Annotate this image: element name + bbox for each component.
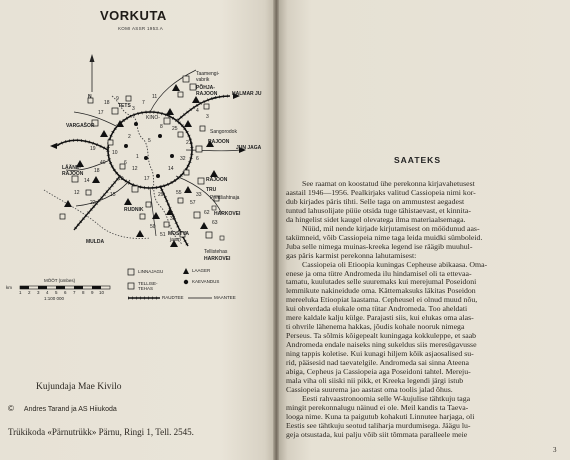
svg-text:2: 2 xyxy=(128,134,131,140)
copyright-holders: Andres Tarand ja AS Hiiukoda xyxy=(23,406,117,413)
preface-heading: SAATEKS xyxy=(394,155,441,165)
preface-line: mala viha oli siiski nii pikk, et Kreeka legendi järgi istub xyxy=(286,376,464,385)
label-taamengi: Taamengi- xyxy=(196,71,220,77)
label-mostva: MOSTVA xyxy=(168,231,190,237)
svg-text:18: 18 xyxy=(94,168,100,174)
label-rajoon-e: RAJOON xyxy=(206,177,228,183)
preface-line: mingit perekonnalugu näinud ei ole. Meil kandis ta Taeva- xyxy=(286,403,469,412)
preface-line: tuntud lahusolijate püüe otsida tuge tähistaevast, et kinnita- xyxy=(286,206,471,215)
map-title: VORKUTA xyxy=(100,8,167,23)
svg-text:1: 1 xyxy=(136,154,139,160)
svg-text:57: 57 xyxy=(190,200,196,206)
preface-line: Eestis see tähtkuju seotud taliharja murdumisega. Jäägu lu- xyxy=(286,421,471,430)
svg-text:6: 6 xyxy=(196,156,199,162)
scale-tick: 5 xyxy=(55,290,58,295)
svg-text:10: 10 xyxy=(112,150,118,156)
label-laane: LÄÄNE- xyxy=(62,165,81,171)
book-gutter xyxy=(273,0,279,460)
legend-raudtee: RAUDTEE xyxy=(162,295,184,300)
label-harkovei: HARKOVEI xyxy=(214,211,241,217)
preface-body xyxy=(286,180,548,440)
preface-line: Cassiopeia suurema jao aastast oma toolis jalad õhus. xyxy=(286,385,453,394)
svg-text:17: 17 xyxy=(144,176,150,182)
svg-text:3: 3 xyxy=(206,114,209,120)
label-sangorodok: Sangorodok xyxy=(210,129,237,135)
svg-text:32: 32 xyxy=(180,156,186,162)
preface-line: gas päris karmist perekonna lahutamisest: xyxy=(286,251,417,260)
legend-tellistehas-2: TEHAS xyxy=(138,286,154,291)
svg-text:14: 14 xyxy=(168,166,174,172)
svg-text:18: 18 xyxy=(104,100,110,106)
label-predsoht: Predšahtnaja xyxy=(210,195,240,201)
svg-text:55: 55 xyxy=(176,190,182,196)
svg-text:19: 19 xyxy=(90,146,96,152)
label-rudnik: RUDNIK xyxy=(124,207,144,213)
scale-tick: 4 xyxy=(46,290,49,295)
svg-text:17: 17 xyxy=(98,110,104,116)
preface-line: Perseus. Ta sõlmis kõigepealt kuningaga kokkuleppe, et saab xyxy=(286,332,477,341)
label-halmer: HALMAR JU xyxy=(232,91,262,97)
svg-text:50: 50 xyxy=(150,224,156,230)
scale-bar xyxy=(20,286,110,289)
label-tru: TRU xyxy=(206,187,217,193)
preface-line: ti ohvrile lähenema hakkas, jõudis kohale nooruk nimega xyxy=(286,323,465,332)
map-subtitle: KOMI ASSR 1953.A xyxy=(118,26,164,31)
copyright-line xyxy=(8,404,117,413)
svg-text:6: 6 xyxy=(124,160,127,166)
label-porja: PÕHJA- xyxy=(196,85,215,91)
label-jun-jaga: JUN JAGA xyxy=(236,145,262,151)
copyright-symbol: © xyxy=(8,404,14,413)
preface-line: See raamat on koostatud ühe perekonna kirjavahetusest xyxy=(302,180,475,188)
preface-line: lemmikute nakineidude oma. Kättemaksuks läkitas Poseidon xyxy=(286,287,476,296)
label-north: N xyxy=(88,94,92,100)
preface-line: mere kaldale kalju külge. Parajasti siis, kui elukas oma alas- xyxy=(286,314,474,323)
preface-line: geja otsustada, kui palju võib siit tõmmata paralleele meie xyxy=(286,430,468,439)
legend-kaevandus: KAEVANDUS xyxy=(192,279,220,284)
label-tets: TETS xyxy=(118,103,131,109)
legend-tellistehas: TELLISE- xyxy=(138,281,158,286)
legend-laager: LAAGER xyxy=(192,268,211,273)
label-porja2: RAJOON xyxy=(196,91,218,97)
scale-tick: 2 xyxy=(28,290,31,295)
printer-imprint: Trükikoda «Pärnutrükk» Pärnu, Ringi 1, Tell. 2545. xyxy=(8,427,194,437)
scale-tick: 10 xyxy=(99,290,105,295)
scale-tick: 6 xyxy=(64,290,67,295)
svg-text:34: 34 xyxy=(170,216,176,222)
label-jaam: jaam xyxy=(170,237,181,243)
svg-text:15: 15 xyxy=(110,192,116,198)
scale-title: MÕÕT (ümbes) xyxy=(44,278,76,283)
label-mulda: MULDA xyxy=(86,239,105,245)
svg-text:11: 11 xyxy=(152,94,158,100)
preface-line: da hingelist sidet kaugel olevatega ilma materiaalsemaga. xyxy=(286,215,466,224)
scale-ratio: 1:100 000 xyxy=(44,296,65,301)
preface-line: Nüüd, mil nende kirjade kirjutamisest on möödunud aas- xyxy=(302,224,480,233)
label-rajoon-ii: RAJOON xyxy=(208,139,230,145)
scale-tick: 7 xyxy=(73,290,76,295)
svg-text:25: 25 xyxy=(172,126,178,132)
preface-line: looga nime. Kuna ta paigutub kohakuti Linnutee harjaga, oli xyxy=(286,412,475,421)
label-laane2: RAJOON xyxy=(62,171,84,177)
label-tellistehas: Tellistehas xyxy=(204,249,228,255)
scale-tick-km: km xyxy=(6,285,12,290)
left-page xyxy=(0,0,276,460)
svg-text:29: 29 xyxy=(158,192,164,198)
svg-text:51: 51 xyxy=(160,232,166,238)
svg-text:5: 5 xyxy=(148,138,151,144)
svg-text:16: 16 xyxy=(118,176,124,182)
preface-line: dub kirjades päris tihti. Selle taga on ammustest aegadest xyxy=(286,197,465,206)
svg-text:9: 9 xyxy=(116,96,119,102)
svg-text:63: 63 xyxy=(212,220,218,226)
preface-line: rid, pääsesid nad taevatelgile. Andromeda sai sinna Ateena xyxy=(286,359,469,368)
scale-tick: 9 xyxy=(91,290,94,295)
preface-line: Juba selle nimega muinas-kreeka legend ise räägib muuhul- xyxy=(286,242,473,251)
label-kino: KINO- xyxy=(146,115,160,121)
svg-text:12: 12 xyxy=(74,190,80,196)
preface-line: aastail 1946—1956. Pealkirjaks valitud Cassiopeia nimi kor- xyxy=(286,188,476,197)
svg-text:40: 40 xyxy=(100,160,106,166)
legend-linnajagu: LINNAJAGU xyxy=(138,269,164,274)
svg-text:8: 8 xyxy=(160,124,163,130)
designer-credit: Kujundaja Mae Kivilo xyxy=(36,382,122,392)
scale-tick: 3 xyxy=(37,290,40,295)
preface-line: takümneid, võib Cassiopeia nime taga leida muidki sümboleid. xyxy=(286,233,483,242)
preface-line: Eesti rahvaastronoomia selle W-kujulise tähtkuju taga xyxy=(302,394,471,403)
scale-tick: 1 xyxy=(19,290,22,295)
scale-tick: 8 xyxy=(82,290,85,295)
svg-text:62: 62 xyxy=(204,210,210,216)
svg-text:22: 22 xyxy=(90,200,96,206)
svg-text:12: 12 xyxy=(132,166,138,172)
label-harkovei-2: HARKOVEI xyxy=(204,256,231,262)
svg-text:21: 21 xyxy=(186,140,192,146)
page-number: 3 xyxy=(553,446,557,454)
preface-line: tamatu, kuulutades selle suuremaks kui merejumal Poseidoni xyxy=(286,278,477,287)
svg-text:7: 7 xyxy=(142,100,145,106)
north-arrow-icon xyxy=(90,54,95,92)
preface-line: ning tappis koletise. Kui kunagi hiljem kõik asjaosalised su- xyxy=(286,350,474,359)
svg-text:4: 4 xyxy=(196,108,199,114)
label-vargashor: VARGAŠOR xyxy=(66,123,95,129)
label-vabrik: vabrik xyxy=(196,77,210,83)
preface-line: enese ja oma tütre Andromeda ilu hindamisel oli ta ettevaa- xyxy=(286,269,472,278)
svg-text:14: 14 xyxy=(84,178,90,184)
svg-text:3: 3 xyxy=(132,106,135,112)
preface-line: abiga, Cepheus ja Cassiopeia aga Poseidoni tahtel. Mereju- xyxy=(286,368,471,377)
preface-line: mereeluka Etioopiat laastama. Cepheusel ei olnud muud nõu, xyxy=(286,296,478,305)
svg-text:33: 33 xyxy=(196,192,202,198)
preface-line: Andromeda endale naiseks ning sukeldus siis meresügavusse xyxy=(286,341,477,350)
preface-line: Cassiopeia oli Etioopia kuningas Cepheuse abikaasa. Oma- xyxy=(302,260,488,269)
preface-line: kui ohverdada elukale oma tütar Andromeda. Too aheldati xyxy=(286,305,468,314)
legend-maantee: MAANTEE xyxy=(214,295,236,300)
